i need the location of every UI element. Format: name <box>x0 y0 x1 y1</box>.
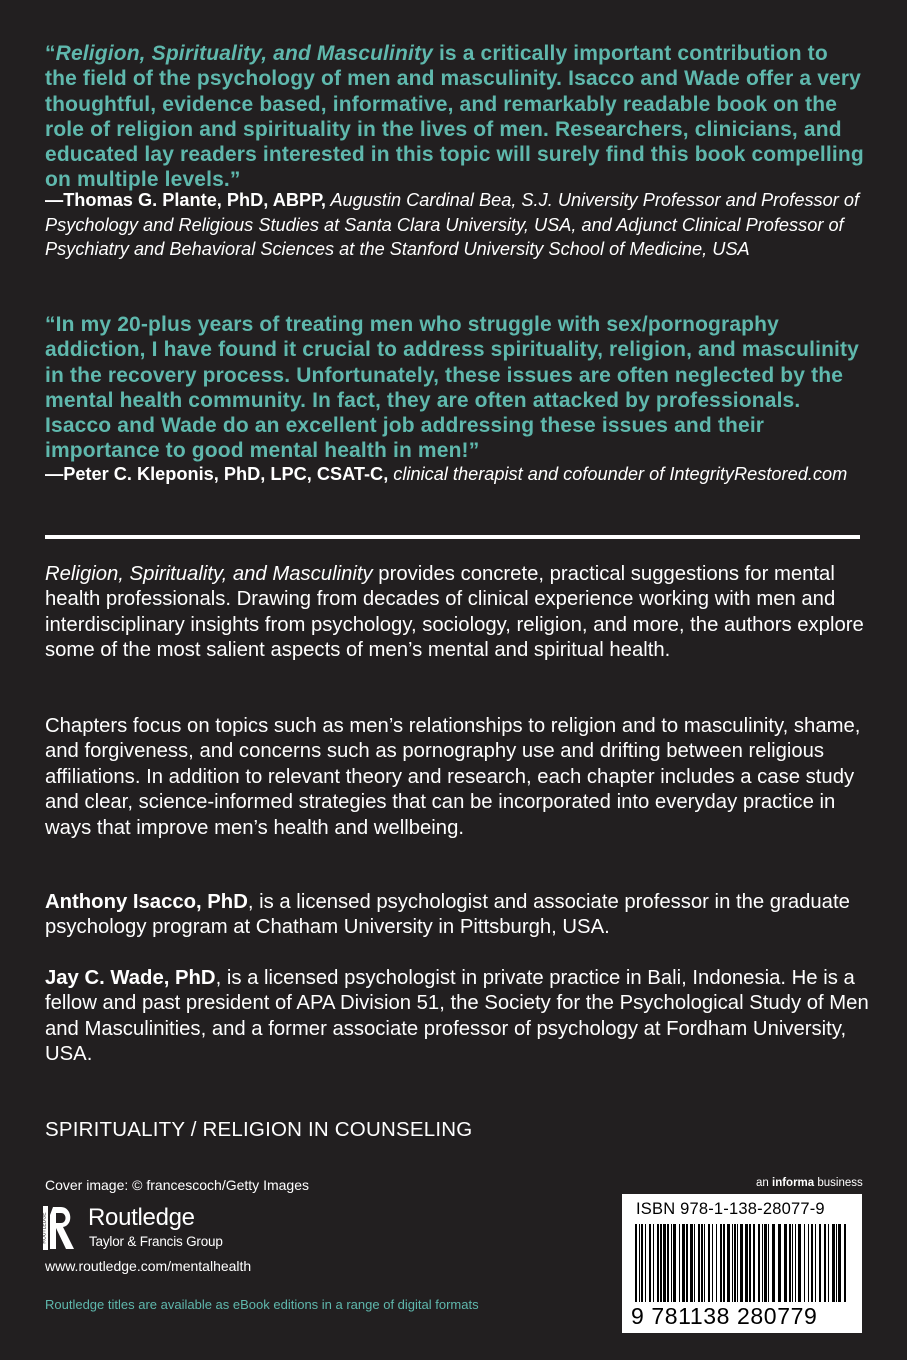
quote-author: —Thomas G. Plante, PhD, ABPP, <box>45 190 326 210</box>
publisher-name: Routledge <box>88 1204 195 1231</box>
barcode-bar <box>708 1224 710 1302</box>
author-name: Anthony Isacco, PhD <box>45 891 248 913</box>
description-book-title: Religion, Spirituality, and Masculinity <box>45 563 373 585</box>
barcode-bar <box>778 1224 781 1302</box>
barcode-bars <box>631 1224 853 1302</box>
barcode-bar <box>815 1224 816 1302</box>
barcode-bar <box>758 1224 760 1302</box>
isbn-label: ISBN 978-1-138-28077-9 <box>636 1200 825 1218</box>
barcode-bar <box>753 1224 755 1302</box>
barcode-bar <box>712 1224 713 1302</box>
barcode-bar <box>764 1224 767 1302</box>
barcode-bar <box>727 1224 730 1302</box>
barcode-bar <box>641 1224 643 1302</box>
barcode-bar <box>762 1224 763 1302</box>
quote-book-title: Religion, Spirituality, and Masculinity <box>55 42 433 65</box>
barcode-bar <box>811 1224 813 1302</box>
barcode-bar <box>749 1224 751 1302</box>
description-paragraph-2 <box>45 714 875 841</box>
quote-affiliation: Augustin Cardinal Bea, S.J. University Professor and Professor of Psychology and Religious Studies at Santa Clara University, USA, and Adjunct Clinical Professor of Psychiatry and Behavioral Sciences at the Stanford University School of Medicine, USA <box>45 190 860 259</box>
ebook-note: Routledge titles are available as eBook editions in a range of digital formats <box>45 1297 479 1312</box>
barcode-bar <box>740 1224 743 1302</box>
barcode-bar <box>732 1224 733 1302</box>
barcode-bar <box>657 1224 659 1302</box>
barcode-bar <box>789 1224 791 1302</box>
barcode-bar <box>686 1224 688 1302</box>
barcode-bar <box>804 1224 805 1302</box>
barcode-bar <box>723 1224 725 1302</box>
barcode-bar <box>836 1224 837 1302</box>
author-bio-wade <box>45 966 875 1068</box>
barcode-bar <box>690 1224 693 1302</box>
barcode-bar <box>639 1224 640 1302</box>
barcode-bar <box>720 1224 722 1302</box>
barcode-bar <box>635 1224 637 1302</box>
description-text: provides concrete, practical suggestions for mental health professionals. Drawing from decades of clinical experience working with men and interdisciplinary insights from psychology, sociology, religion, and more, the authors explore some of the most salient aspects of men’s mental and spiritual health. <box>45 563 864 662</box>
barcode-bar <box>698 1224 700 1302</box>
barcode-bar <box>795 1224 796 1302</box>
barcode-bar <box>653 1224 654 1302</box>
barcode-bar <box>671 1224 672 1302</box>
description-text: Chapters focus on topics such as men’s relationships to religion and to masculinity, shame, and forgiveness, and concerns such as pornography use and drifting between religious affiliations. In addition to relevant theory and research, each chapter includes a case study and clear, science-informed strategies that can be incorporated into everyday practice in ways that improve men’s health and wellbeing. <box>45 715 861 839</box>
barcode-bar <box>784 1224 787 1302</box>
barcode-bar <box>828 1224 829 1302</box>
barcode-bar <box>844 1224 846 1302</box>
quote-kleponis <box>45 312 865 464</box>
quote-plante <box>45 41 865 193</box>
barcode-bar <box>716 1224 717 1302</box>
barcode-bar <box>667 1224 669 1302</box>
informa-prefix: an <box>756 1177 772 1189</box>
barcode-bar <box>798 1224 801 1302</box>
barcode-bar <box>819 1224 821 1302</box>
routledge-mark-text: ROUTLEDGE <box>41 1212 48 1244</box>
isbn-barcode <box>622 1194 862 1333</box>
publisher-group: Taylor & Francis Group <box>89 1234 223 1249</box>
informa-tagline <box>756 1177 863 1189</box>
author-bio-isacco <box>45 890 875 941</box>
barcode-bar <box>682 1224 685 1302</box>
description-paragraph-1 <box>45 562 875 664</box>
barcode-bar <box>679 1224 680 1302</box>
barcode-bar <box>645 1224 646 1302</box>
barcode-bar <box>808 1224 809 1302</box>
barcode-bar <box>772 1224 775 1302</box>
quote-attribution-kleponis <box>45 462 875 487</box>
barcode-bar <box>673 1224 676 1302</box>
barcode-bar <box>660 1224 662 1302</box>
subject-category: SPIRITUALITY / RELIGION IN COUNSELING <box>45 1118 473 1141</box>
barcode-digits: 9 781138 280779 <box>631 1303 818 1329</box>
barcode-bar <box>737 1224 738 1302</box>
quote-affiliation: clinical therapist and cofounder of IntegrityRestored.com <box>388 464 848 484</box>
quote-text: is a critically important contribution to the field of the psychology of men and masculinity. Isacco and Wade offer a very thoughtful, evidence based, informative, and remarkably readable book on the role of religion and spirituality in the lives of men. Researchers, clinicians, and educated lay readers interested in this topic will surely find this book compelling on multiple levels.” <box>45 42 864 192</box>
barcode-bar <box>832 1224 835 1302</box>
informa-brand: informa <box>772 1177 815 1189</box>
barcode-bar <box>792 1224 793 1302</box>
quote-attribution-plante <box>45 188 875 262</box>
author-bio-text: , is a licensed psychologist in private practice in Bali, Indonesia. He is a fellow and past president of APA Division 51, the Society for the Psychological Study of Men and Masculinities, and a former associate professor of psychology at Fordham University, USA. <box>45 967 869 1066</box>
author-bio-text: , is a licensed psychologist and associate professor in the graduate psychology program at Chatham University in Pittsburgh, USA. <box>45 891 850 939</box>
barcode-bar <box>701 1224 703 1302</box>
barcode-bar <box>734 1224 736 1302</box>
author-name: Jay C. Wade, PhD <box>45 967 216 989</box>
barcode-bar <box>838 1224 841 1302</box>
quote-open-mark: “ <box>45 42 56 65</box>
barcode-bar <box>824 1224 826 1302</box>
informa-suffix: business <box>814 1177 863 1189</box>
publisher-logo <box>41 1200 291 1256</box>
barcode-bar <box>745 1224 748 1302</box>
quote-author: —Peter C. Kleponis, PhD, LPC, CSAT-C, <box>45 464 389 484</box>
barcode-bar <box>649 1224 651 1302</box>
barcode-bar <box>663 1224 666 1302</box>
divider-rule <box>45 535 860 539</box>
publisher-website: www.routledge.com/mentalhealth <box>45 1258 252 1274</box>
routledge-mark-icon <box>41 1203 81 1253</box>
barcode-bar <box>694 1224 695 1302</box>
cover-credit: Cover image: © francescoch/Getty Images <box>45 1177 309 1193</box>
barcode-bar <box>768 1224 769 1302</box>
quote-text: “In my 20-plus years of treating men who struggle with sex/pornography addiction, I have found it crucial to address spirituality, religion, and masculinity in the recovery process. Unfortunately, these issues are often neglected by the mental health community. In fact, they are often attacked by professionals. Isacco and Wade do an excellent job addressing these issues and their importance to good mental health in men!” <box>45 313 860 463</box>
barcode-bar <box>704 1224 705 1302</box>
